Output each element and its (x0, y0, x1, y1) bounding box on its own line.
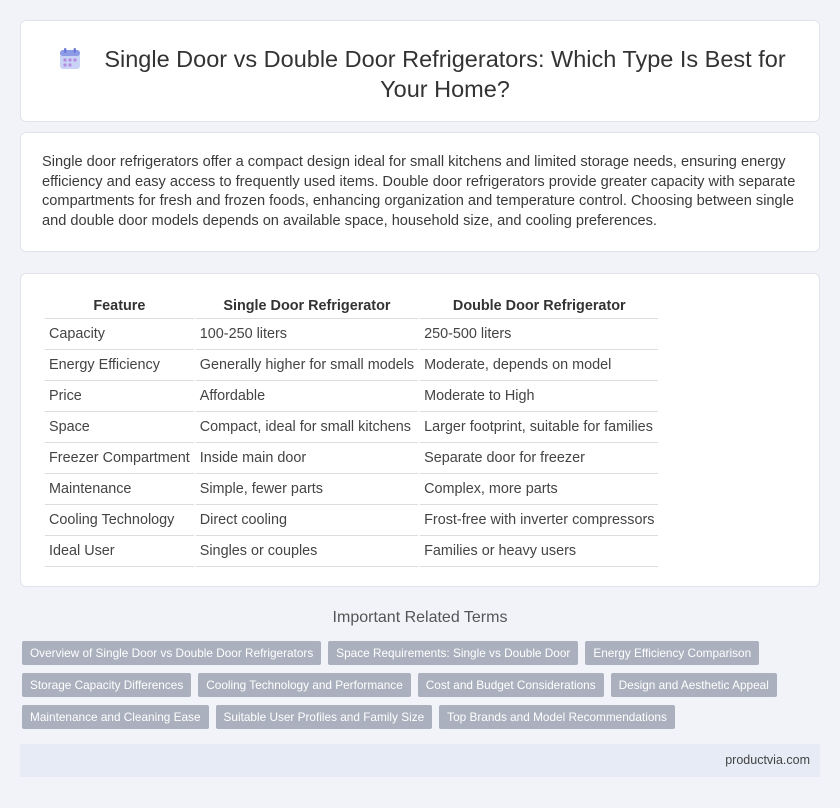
footer-brand[interactable]: productvia.com (725, 753, 810, 767)
table-cell: Affordable (196, 381, 418, 412)
table-row (45, 505, 658, 536)
table-cell: Separate door for freezer (420, 443, 658, 474)
page-title: Single Door vs Double Door Refrigerators: Which Type Is Best for Your Home? (104, 46, 786, 102)
intro-card (20, 132, 820, 252)
related-terms-tags (22, 641, 812, 737)
title-card (20, 20, 820, 122)
related-term-tag[interactable]: Energy Efficiency Comparison (585, 641, 759, 665)
table-cell: 100-250 liters (196, 319, 418, 350)
table-cell: Inside main door (196, 443, 418, 474)
related-term-tag[interactable]: Space Requirements: Single vs Double Door (328, 641, 578, 665)
related-term-tag[interactable]: Cost and Budget Considerations (418, 673, 604, 697)
table-cell: Ideal User (45, 536, 194, 567)
table-cell: Singles or couples (196, 536, 418, 567)
table-header-row (45, 294, 658, 319)
table-row (45, 381, 658, 412)
table-cell: Direct cooling (196, 505, 418, 536)
table-cell: Capacity (45, 319, 194, 350)
comparison-card (20, 273, 820, 587)
intro-paragraph: Single door refrigerators offer a compact design ideal for small kitchens and limited storage needs, ensuring energy efficiency and easy access to frequently used items. Double door refrigerators provide greater capacity with separate compartments for fresh and frozen foods, enhancing organization and temperature control. Choosing between single and double door models depends on available space, household size, and cooling preferences. (42, 154, 796, 229)
table-row (45, 412, 658, 443)
table-cell: Price (45, 381, 194, 412)
comparison-table (43, 294, 660, 567)
table-cell: Simple, fewer parts (196, 474, 418, 505)
table-cell: Families or heavy users (420, 536, 658, 567)
column-header-feature: Feature (45, 294, 194, 319)
table-cell: Compact, ideal for small kitchens (196, 412, 418, 443)
related-term-tag[interactable]: Cooling Technology and Performance (198, 673, 411, 697)
table-cell: Larger footprint, suitable for families (420, 412, 658, 443)
table-cell: Cooling Technology (45, 505, 194, 536)
table-cell: Moderate to High (420, 381, 658, 412)
table-row (45, 443, 658, 474)
table-cell: Generally higher for small models (196, 350, 418, 381)
calendar-icon (58, 47, 82, 71)
column-header-double-door: Double Door Refrigerator (420, 294, 658, 319)
table-row (45, 474, 658, 505)
table-row (45, 536, 658, 567)
related-terms-heading: Important Related Terms (332, 609, 508, 626)
table-cell: Energy Efficiency (45, 350, 194, 381)
table-cell: Space (45, 412, 194, 443)
footer (20, 744, 820, 777)
table-cell: Moderate, depends on model (420, 350, 658, 381)
table-cell: Frost-free with inverter compressors (420, 505, 658, 536)
related-term-tag[interactable]: Maintenance and Cleaning Ease (22, 705, 209, 729)
table-row (45, 319, 658, 350)
table-row (45, 350, 658, 381)
related-term-tag[interactable]: Storage Capacity Differences (22, 673, 191, 697)
related-term-tag[interactable]: Top Brands and Model Recommendations (439, 705, 675, 729)
related-term-tag[interactable]: Overview of Single Door vs Double Door Refrigerators (22, 641, 321, 665)
table-cell: Freezer Compartment (45, 443, 194, 474)
table-cell: Maintenance (45, 474, 194, 505)
column-header-single-door: Single Door Refrigerator (196, 294, 418, 319)
table-cell: Complex, more parts (420, 474, 658, 505)
related-term-tag[interactable]: Suitable User Profiles and Family Size (216, 705, 433, 729)
table-cell: 250-500 liters (420, 319, 658, 350)
related-term-tag[interactable]: Design and Aesthetic Appeal (611, 673, 777, 697)
